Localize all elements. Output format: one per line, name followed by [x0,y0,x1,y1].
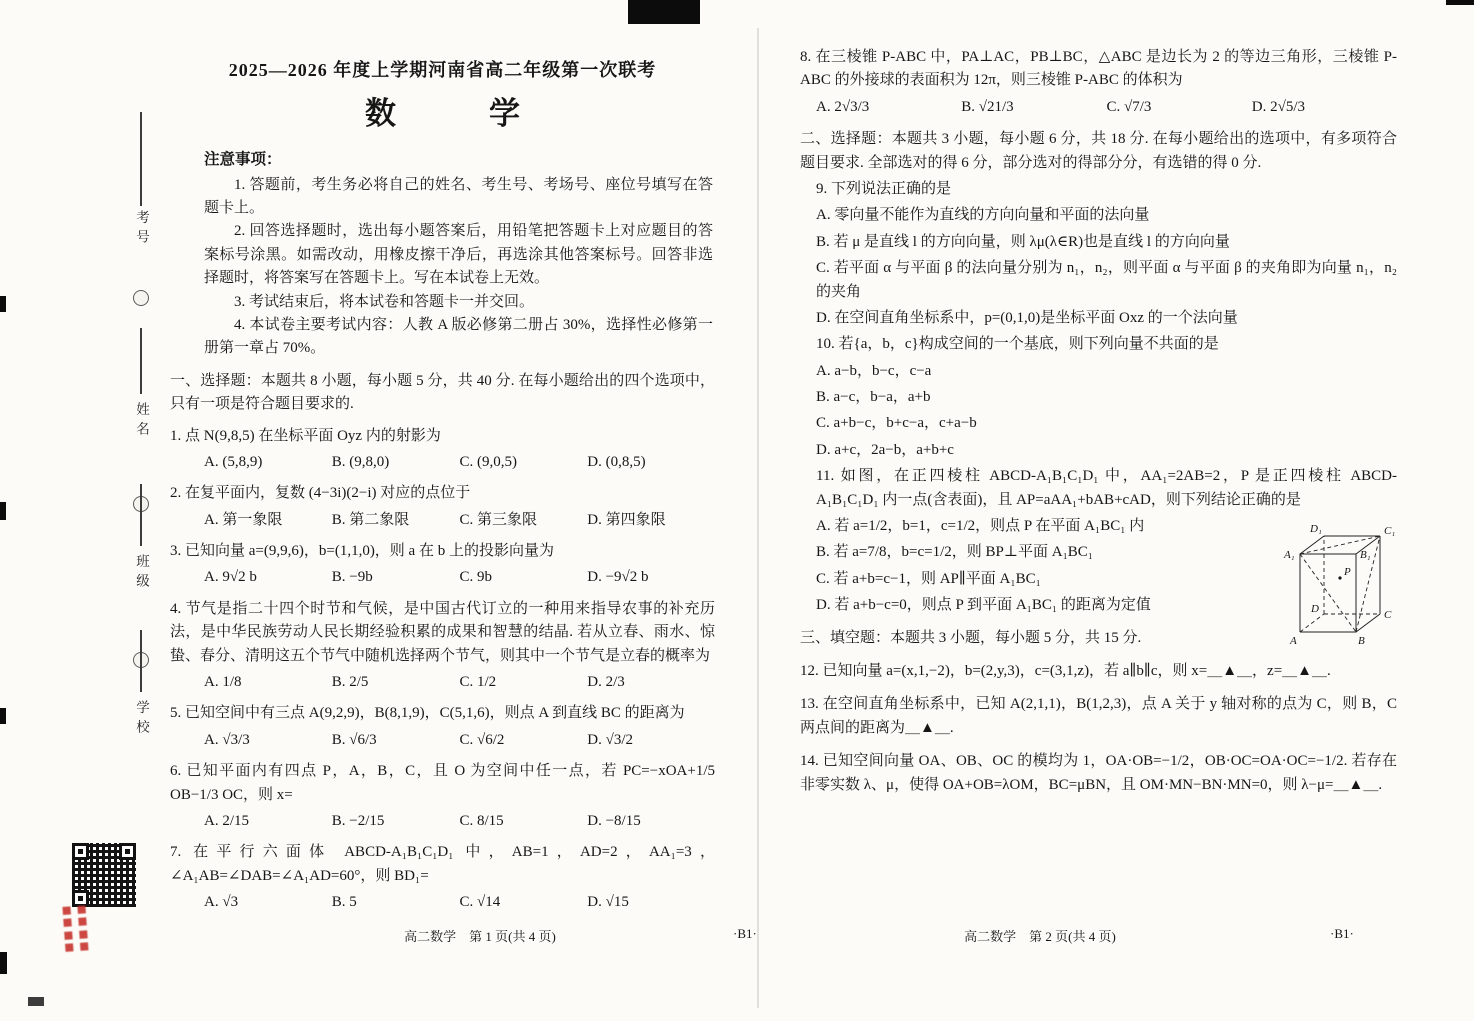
option-c: C. (9,0,5) [459,453,517,470]
section-1-header: 一、选择题：本题共 8 小题，每小题 5 分，共 40 分. 在每小题给出的四个选项中，只有一项是符合题目要求的. [170,372,715,413]
option-c: C. √7/3 [1106,98,1152,115]
question-stem: 11. 如图，在正四棱柱 ABCD-A₁B₁C₁D₁ 中，AA₁=2AB=2，P 是正四棱柱 ABCD-A₁B₁C₁D₁ 内一点(含表面)，且 AP=aAA₁+bAB+cAD，则下列结论正确的是 [816,468,1397,508]
option-c: C. 1/2 [459,674,497,691]
red-stamp [62,905,91,953]
notice-block [204,174,713,361]
point-p-label: P [1344,566,1351,578]
margin-label-class: 班级 [134,554,149,593]
option-b: B. 5 [331,894,357,911]
question-4 [170,598,715,695]
margin-label-school: 学校 [134,700,149,739]
option-d: D. 在空间直角坐标系中，p=(0,1,0)是坐标平面 Oxz 的一个法向量 [816,309,1238,326]
option-b: B. 若 a=7/8，b=c=1/2，则 BP⊥平面 A₁BC₁ [816,544,1094,561]
option-c: C. 9b [459,569,493,586]
notice-item: 1. 答题前，考生务必将自己的姓名、考生号、考场号、座位号填写在答题卡上。 [204,176,713,216]
question-options [170,891,715,914]
option-c: C. √6/2 [459,731,505,748]
qr-code [72,843,136,907]
option-d: D. −8/15 [587,812,641,829]
exam-title: 2025—2026 年度上学期河南省高二年级第一次联考 [228,60,657,80]
option-d: D. (0,8,5) [587,453,646,470]
option-a: A. 若 a=1/2，b=1，c=1/2，则点 P 在平面 A₁BC₁ 内 [816,518,1145,535]
option-a: A. (5,8,9) [204,453,263,470]
vertex-label: A₁ [1284,549,1295,561]
option-a: A. √3 [204,894,239,911]
option-d: D. 2/3 [587,674,625,691]
question-10 [800,333,1397,462]
page-2 [800,46,1397,797]
question-stem: 3. 已知向量 a=(9,9,6)，b=(1,1,0)，则 a 在 b 上的投影向量为 [170,543,554,560]
option-b: B. √21/3 [961,98,1014,115]
option-a: A. 零向量不能作为直线的方向向量和平面的法向量 [816,207,1150,224]
option-b: B. 2/5 [331,674,369,691]
question-stem: 9. 下列说法正确的是 [816,180,952,197]
notice-item: 4. 本试卷主要考试内容：人教 A 版必修第二册占 30%，选择性必修第一册第一章占 70%。 [204,316,713,357]
option-a: A. a−b，b−c，c−a [816,362,932,379]
subject-title: 数学 [365,96,613,132]
option-b: B. −9b [331,569,373,586]
fill-in-line [140,112,142,206]
option-b: B. 第二象限 [331,511,410,528]
scan-artifact-edge-tick [0,952,7,974]
notice-item: 3. 考试结束后，将本试卷和答题卡一并交回。 [234,293,535,310]
option-c: C. 若 a+b=c−1，则 AP∥平面 A₁BC₁ [816,570,1041,587]
scan-artifact-smudge [28,997,44,1006]
question-options [170,810,715,833]
option-a: A. 第一象限 [204,511,283,528]
option-a: A. 9√2 b [204,569,257,586]
option-b: B. 若 μ 是直线 l 的方向向量，则 λμ(λ∈R)也是直线 l 的方向向量 [816,233,1230,250]
question-stem: 10. 若{a，b，c}构成空间的一个基底，则下列向量不共面的是 [816,336,1219,353]
option-d: D. √3/2 [587,731,633,748]
vertex-label: C₁ [1384,525,1396,537]
page-gutter-crease [757,28,759,1008]
question-options [800,96,1397,119]
section-2-header: 二、选择题：本题共 3 小题，每小题 6 分，共 18 分. 在每小题给出的选项中，有多项符合题目要求. 全部选对的得 6 分，部分选对的得部分分，有选错的得 0 分. [800,131,1397,171]
option-a: A. √3/3 [204,731,250,748]
notice-heading: 注意事项： [204,151,282,169]
vertex-label: D [1311,603,1319,615]
question-14: 14. 已知空间向量 OA、OB、OC 的模均为 1，OA·OB=−1/2，OB·OC=OA·OC=−1/2. 若存在非零实数 λ、μ，使得 OA+OB=λOM，BC=μBN，且 OM·MN−BN·MN=0，则 λ−μ=＿▲＿. [800,753,1397,793]
option-d: D. 第四象限 [587,511,666,528]
seal-mark [133,290,149,306]
option-c: C. 若平面 α 与平面 β 的法向量分别为 n₁，n₂，则平面 α 与平面 β 的夹角即为向量 n₁，n₂ 的夹角 [816,260,1397,300]
section-3-header: 三、填空题：本题共 3 小题，每小题 5 分，共 15 分. [800,629,1142,646]
question-stem: 6. 已知平面内有四点 P，A，B，C，且 O 为空间中任一点，若 PC=−xOA+1/5 OB−1/3 OC，则 x= [170,763,715,803]
question-options [170,729,715,752]
vertex-label: B [1358,635,1365,647]
question-5 [170,702,715,752]
margin-label-exam-no: 考号 [134,210,149,249]
question-options [170,566,715,589]
option-b: B. √6/3 [331,731,377,748]
question-stem: 2. 在复平面内，复数 (4−3i)(2−i) 对应的点位于 [170,485,471,502]
qr-finder-icon [119,843,136,860]
option-c: C. a+b−c，b+c−a，c+a−b [816,415,977,432]
fill-in-line [140,328,142,394]
question-8 [800,46,1397,119]
question-2 [170,482,715,532]
scan-artifact-corner [1446,0,1474,5]
question-stem: 7. 在平行六面体 ABCD-A₁B₁C₁D₁ 中，AB=1，AD=2，AA₁=3，∠A₁AB=∠DAB=∠A₁AD=60°，则 BD₁= [170,844,715,884]
vertex-label: A [1290,635,1297,647]
question-stem: 1. 点 N(9,8,5) 在坐标平面 Oyz 内的射影为 [170,427,441,444]
question-6 [170,760,715,833]
question-1 [170,425,715,475]
option-b: B. −2/15 [331,812,385,829]
scan-artifact-edge-tick [0,502,6,520]
option-d: D. 2√5/3 [1251,98,1305,115]
option-c: C. 第三象限 [459,511,538,528]
question-stem: 8. 在三棱锥 P-ABC 中，PA⊥AC，PB⊥BC，△ABC 是边长为 2 的等边三角形，三棱锥 P-ABC 的外接球的表面积为 12π，则三棱锥 P-ABC 的体积为 [800,49,1397,89]
option-c: C. √14 [459,894,501,911]
footer-code-2: ·B1· [1330,926,1354,941]
margin-label-name: 姓名 [134,402,149,441]
question-options [170,509,715,532]
question-options [170,671,715,694]
vertex-label: B₁ [1360,549,1371,561]
question-stem: 4. 节气是指二十四个时节和气候，是中国古代订立的一种用来指导农事的补充历法，是中华民族劳动人民长期经验积累的成果和智慧的结晶. 若从立春、雨水、惊蛰、春分、清明这五个节气中随机选择两个节气，则其中一个节气是立春的概率为 [170,600,715,664]
question-13: 13. 在空间直角坐标系中，已知 A(2,1,1)，B(1,2,3)，点 A 关于 y 轴对称的点为 C，则 B，C 两点间的距离为＿▲＿. [800,696,1397,736]
fill-in-questions [800,660,1397,797]
option-d: D. √15 [587,894,629,911]
footer-page-2: 高二数学 第 2 页(共 4 页) [964,929,1116,944]
scan-artifact-edge-tick [0,296,6,312]
scan-artifact-top-bar [628,0,700,24]
question-11-options [800,515,1270,618]
footer-code-1: ·B1· [733,926,757,941]
notice-item: 2. 回答选择题时，选出每小题答案后，用铅笔把答题卡上对应题目的答案标号涂黑。如需改动，用橡皮擦干净后，再选涂其他答案标号。回答非选择题时，将答案写在答题卡上。写在本试卷上无效。 [204,223,713,287]
option-c: C. 8/15 [459,812,504,829]
question-12: 12. 已知向量 a=(x,1,−2)，b=(2,y,3)，c=(3,1,z)，若 a∥b∥c，则 x=＿▲＿，z=＿▲＿. [800,662,1331,679]
option-d: D. a+c，2a−b，a+b+c [816,441,954,458]
page-1 [170,54,715,915]
scan-artifact-edge-tick [0,708,6,724]
fill-in-line [140,630,142,692]
option-a: A. 2/15 [204,812,249,829]
footer-page-1: 高二数学 第 1 页(共 4 页) [404,929,556,944]
question-9 [800,178,1397,330]
option-b: B. (9,8,0) [331,453,390,470]
fill-in-line [140,484,142,546]
question-stem: 5. 已知空间中有三点 A(9,2,9)，B(8,1,9)，C(5,1,6)，则点 A 到直线 BC 的距离为 [170,705,685,722]
option-d: D. −9√2 b [587,569,649,586]
qr-finder-icon [72,843,89,860]
vertex-label: C [1384,609,1392,621]
option-b: B. a−c，b−a，a+b [816,389,931,406]
question-3 [170,540,715,590]
option-a: A. 2√3/3 [816,98,870,115]
prism-figure [1278,514,1402,662]
option-a: A. 1/8 [204,674,242,691]
vertex-label: D₁ [1310,523,1322,535]
question-7 [170,841,715,914]
question-options [170,451,715,474]
option-d: D. 若 a+b−c=0，则点 P 到平面 A₁BC₁ 的距离为定值 [816,597,1151,614]
